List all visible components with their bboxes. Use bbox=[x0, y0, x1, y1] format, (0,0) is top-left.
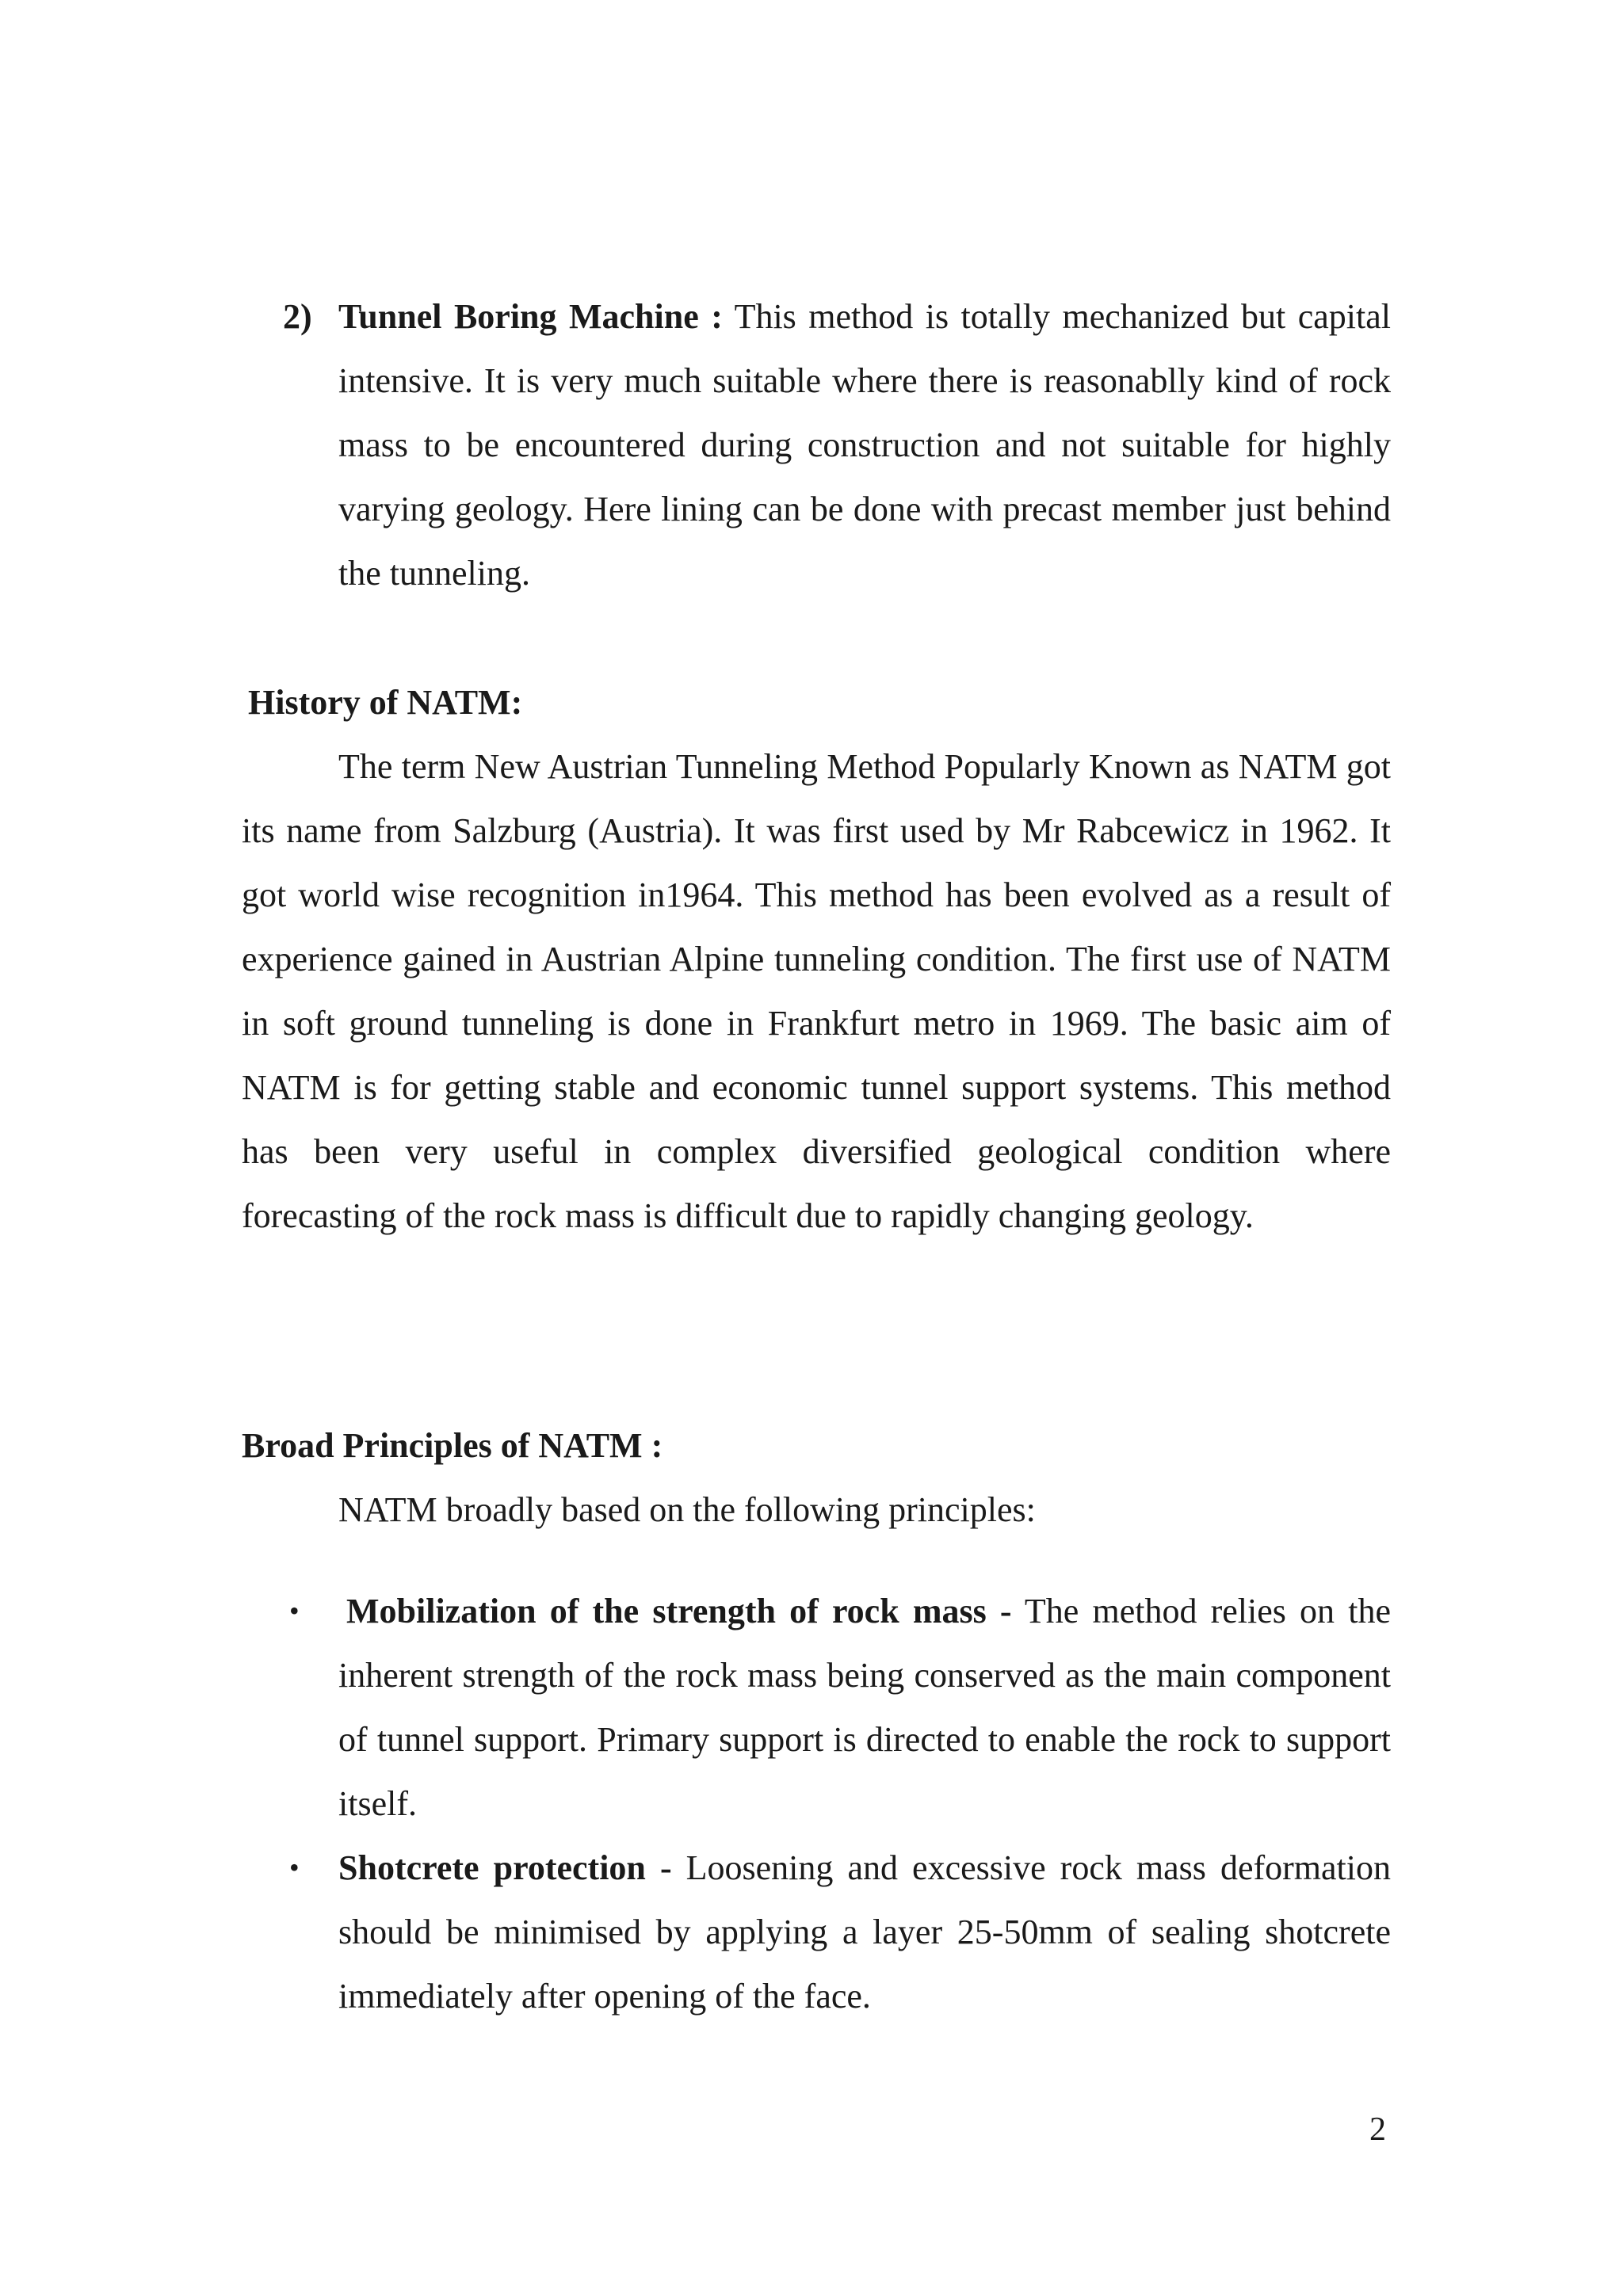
list-item bbox=[242, 1836, 1391, 2028]
item-number: 2) bbox=[283, 297, 312, 336]
principles-heading: Broad Principles of NATM : bbox=[242, 1426, 663, 1465]
bullet-icon: • bbox=[289, 1852, 300, 1883]
list-item bbox=[242, 1579, 1391, 1836]
item-title: Tunnel Boring Machine : bbox=[338, 297, 723, 336]
list-item-title: Mobilization of the strength of rock mass - bbox=[346, 1592, 1012, 1630]
item-text: This method is totally mechanized but capital intensive. It is very much suitable where there is reasonablly kind of rock mass to be encountered during construction and not suitable for highly varying geology. Here lining can be done with precast member just behind the tunneling. bbox=[338, 297, 1392, 593]
page-number: 2 bbox=[1369, 2111, 1386, 2148]
principles-intro: NATM broadly based on the following principles: bbox=[338, 1490, 1036, 1529]
history-paragraph: The term New Austrian Tunneling Method Popularly Known as NATM got its name from Salzburg (Austria). It was first used by Mr Rabcewicz in 1962. It got world wise recognition in1964. This method has been evolved as a result of experience gained in Austrian Alpine tunneling condition. The first use of NATM in soft ground tunneling is done in Frankfurt metro in 1969. The basic aim of NATM is for getting stable and economic tunnel support systems. This method has been very useful in complex diversified geological condition where forecasting of the rock mass is difficult due to rapidly changing geology. bbox=[242, 747, 1391, 1235]
principles-list bbox=[242, 1579, 1391, 2028]
list-item-text: Loosening and excessive rock mass deformation should be minimised by applying a layer 25-50mm of sealing shotcrete immediately after opening of the face. bbox=[338, 1848, 1391, 2016]
item-body bbox=[338, 284, 1391, 605]
history-heading: History of NATM: bbox=[248, 683, 523, 722]
list-item-title: Shotcrete protection - bbox=[338, 1848, 672, 1887]
bullet-icon: • bbox=[289, 1595, 300, 1627]
list-item-text: The method relies on the inherent strength of the rock mass being conserved as the main component of tunnel support. Primary support is directed to enable the rock to support itself. bbox=[338, 1592, 1391, 1823]
numbered-item-tbm bbox=[242, 284, 1391, 605]
